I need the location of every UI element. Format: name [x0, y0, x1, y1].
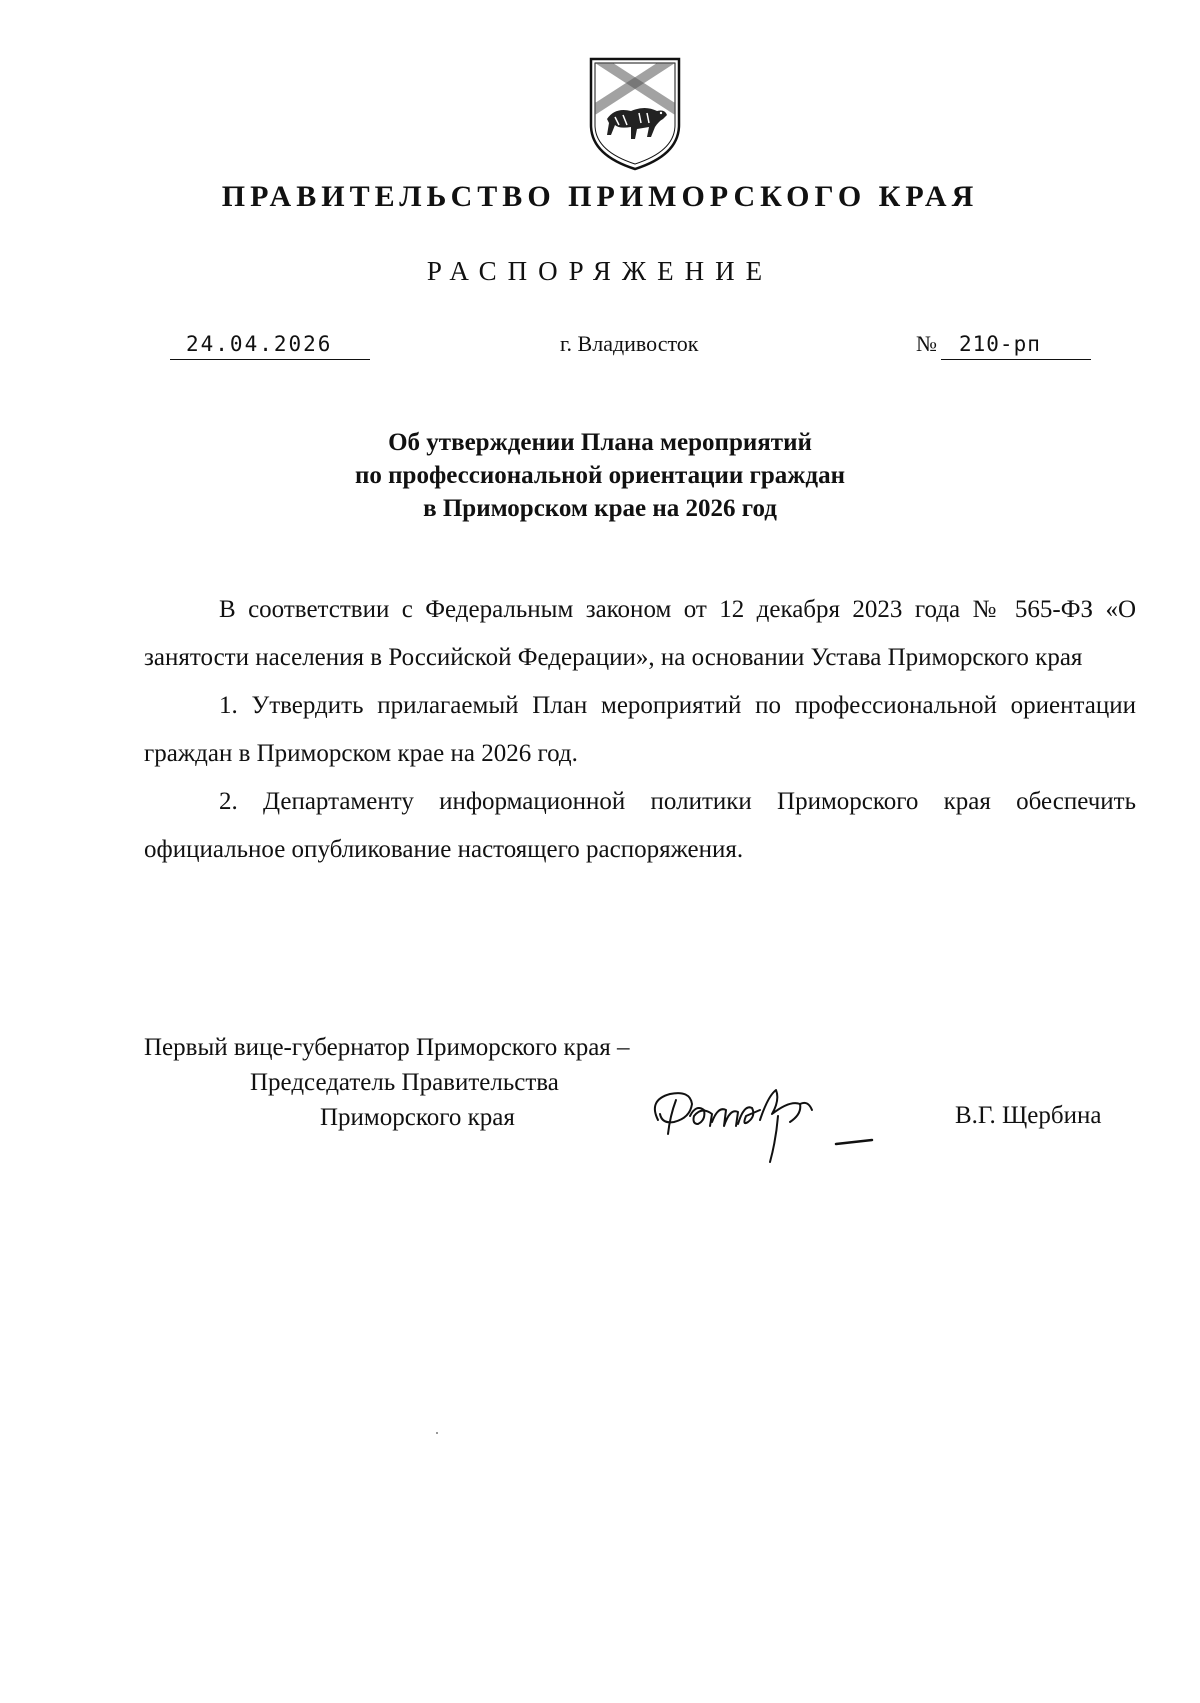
position-line: Председатель Правительства	[250, 1069, 559, 1096]
signatory-name: В.Г. Щербина	[955, 1102, 1102, 1129]
title-line: в Приморском крае на 2026 год	[423, 495, 777, 522]
document-date: 24.04.2026	[170, 332, 370, 360]
preamble-paragraph: В соответствии с Федеральным законом от 12 декабря 2023 года № 565-ФЗ «О занятости населения в Российской Федерации», на основании Устава Приморского края	[144, 596, 1136, 671]
position-line: Первый вице-губернатор Приморского края –	[144, 1034, 630, 1061]
title-line: по профессиональной ориентации граждан	[355, 462, 845, 489]
document-city: г. Владивосток	[560, 331, 699, 356]
signatory-position	[144, 1030, 630, 1135]
document-body	[144, 586, 1136, 874]
document-type: РАСПОРЯЖЕНИЕ	[426, 256, 774, 286]
position-line: Приморского края	[320, 1104, 515, 1131]
title-line: Об утверждении Плана мероприятий	[388, 429, 812, 456]
document-number: 210-рп	[941, 332, 1091, 360]
organization-heading: ПРАВИТЕЛЬСТВО ПРИМОРСКОГО КРАЯ	[221, 180, 979, 213]
number-sign: №	[916, 331, 937, 356]
item-1-paragraph: 1. Утвердить прилагаемый План мероприятий по профессиональной ориентации граждан в Приморском крае на 2026 год.	[144, 692, 1136, 767]
handwritten-signature	[640, 1070, 890, 1170]
document-number-block	[916, 331, 1091, 360]
coat-of-arms-icon	[585, 55, 685, 173]
scan-artifact	[436, 1432, 438, 1434]
item-2-paragraph: 2. Департаменту информационной политики Приморского края обеспечить официальное опубликование настоящего распоряжения.	[144, 788, 1136, 863]
document-title	[0, 426, 1200, 525]
